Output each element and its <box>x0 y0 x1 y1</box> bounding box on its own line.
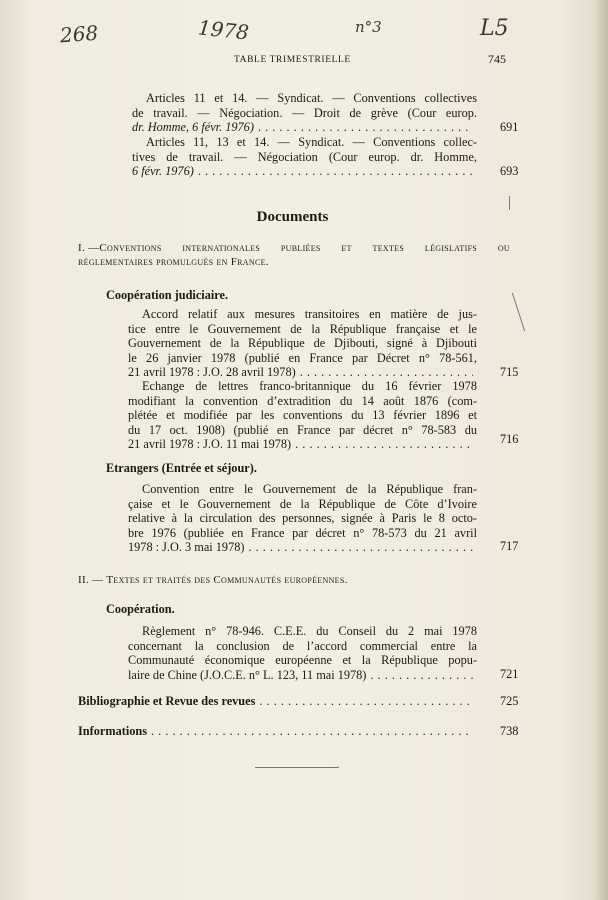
entry-line: 1978 : J.O. 3 mai 1978) <box>128 540 245 555</box>
toc-entry-cote-divoire <box>128 482 477 555</box>
dot-leader <box>151 724 473 739</box>
entry-line: Accord relatif aux mesures transitoires en matière de jus- <box>142 307 477 321</box>
dot-leader <box>370 668 473 683</box>
spine-shadow <box>594 0 608 900</box>
margin-mark <box>509 196 510 210</box>
toc-entry-articles-11-14 <box>132 91 477 135</box>
section-numeral: II. — <box>78 574 107 586</box>
dot-leader <box>198 164 473 179</box>
entry-page-number: 693 <box>500 164 519 178</box>
entry-line: çaise et le Gouvernement de la République de Côte d’Ivoire <box>128 496 477 511</box>
entry-line: 21 avril 1978 : J.O. 28 avril 1978) <box>128 365 296 380</box>
page-number: 745 <box>488 52 506 66</box>
section-title-communautes <box>78 573 510 587</box>
entry-page-number: 717 <box>500 539 519 553</box>
entry-line: tives de travail. — Négociation (Cour europ. dr. Homme, <box>132 149 477 164</box>
entry-line: Communauté économique européenne et la République popu- <box>128 653 477 668</box>
toc-entry-reglement-cee <box>128 624 477 682</box>
margin-mark <box>512 293 525 331</box>
entry-line: Gouvernement de la République de Djibouti, signé à Djibouti <box>128 336 477 351</box>
dot-leader <box>295 437 473 452</box>
entry-line: Echange de lettres franco-britannique du 16 février 1978 <box>142 379 477 393</box>
entry-line: du 17 oct. 1908) (publié en France par décret n° 78-583 du <box>128 422 477 437</box>
entry-page-number: 715 <box>500 365 519 379</box>
dot-leader <box>259 694 473 709</box>
closing-rule <box>255 767 339 768</box>
entry-line: de travail. — Négociation. — Droit de grève (Cour europ. <box>132 105 477 120</box>
entry-line: le 26 janvier 1978 (publié en France par Décret n° 78-561, <box>128 350 477 365</box>
entry-line: dr. Homme, 6 févr. 1976) <box>132 120 254 135</box>
entry-line: modifiant la convention d’extradition du 14 août 1876 (com- <box>128 393 477 408</box>
entry-line: relative à la circulation des personnes, signée à Paris le 8 octo- <box>128 511 477 526</box>
toc-entry-informations <box>78 724 477 739</box>
entry-page-number: 725 <box>500 694 519 708</box>
dot-leader <box>300 365 473 380</box>
section-numeral: I. — <box>78 242 100 254</box>
section-title-line: Conventions internationales publiées et textes législatifs ou <box>99 242 510 254</box>
section-heading-documents: Documents <box>256 209 329 225</box>
dot-leader <box>248 540 473 555</box>
running-head: TABLE TRIMESTRIELLE <box>234 55 351 65</box>
section-title-line: Textes et traités des Communautés européennes. <box>106 574 348 586</box>
entry-line: 6 févr. 1976) <box>132 164 194 179</box>
entry-line: bre 1976 (publiée en France par décret n° 78-573 du 21 avril <box>128 525 477 540</box>
subheading-cooperation: Coopération. <box>106 602 175 616</box>
entry-line: 21 avril 1978 : J.O. 11 mai 1978) <box>128 437 292 452</box>
entry-label: Informations <box>78 724 148 738</box>
entry-page-number: 738 <box>500 724 519 738</box>
entry-line: Règlement n° 78-946. C.E.E. du Conseil du 2 mai 1978 <box>142 624 477 638</box>
entry-label: Bibliographie et Revue des revues <box>78 694 256 708</box>
toc-entry-franco-britannique <box>128 379 477 452</box>
entry-page-number: 721 <box>500 667 519 681</box>
section-title-line: réglementaires promulgués en France. <box>78 256 269 268</box>
subheading-cooperation-judiciaire: Coopération judiciaire. <box>106 288 229 302</box>
toc-entry-articles-11-13-14 <box>132 135 477 179</box>
entry-line: tice entre le Gouvernement de la République française et le <box>128 321 477 336</box>
entry-line: concernant la conclusion de l’accord commercial entre la <box>128 638 477 653</box>
dot-leader <box>258 120 473 135</box>
entry-page-number: 716 <box>500 432 519 446</box>
entry-line: plétée et modifiée par les conventions du 13 février 1896 et <box>128 408 477 423</box>
toc-entry-djibouti <box>128 307 477 380</box>
subheading-etrangers: Etrangers (Entrée et séjour). <box>106 461 257 475</box>
handwritten-note-number: n°3 <box>355 18 382 36</box>
entry-line: Convention entre le Gouvernement de la République fran- <box>142 482 477 496</box>
handwritten-note-year: 1978 <box>196 15 251 45</box>
handwritten-note-l5: L5 <box>480 16 509 41</box>
entry-page-number: 691 <box>500 120 519 134</box>
section-title-conventions <box>78 241 510 269</box>
toc-entry-bibliographie <box>78 694 477 709</box>
handwritten-note-268: 268 <box>59 20 99 48</box>
entry-line: Articles 11 et 14. — Syndicat. — Conventions collectives <box>146 91 477 105</box>
entry-line: laire de Chine (J.O.C.E. n° L. 123, 11 mai 1978) <box>128 667 367 682</box>
entry-line: Articles 11, 13 et 14. — Syndicat. — Conventions collec- <box>146 135 477 149</box>
